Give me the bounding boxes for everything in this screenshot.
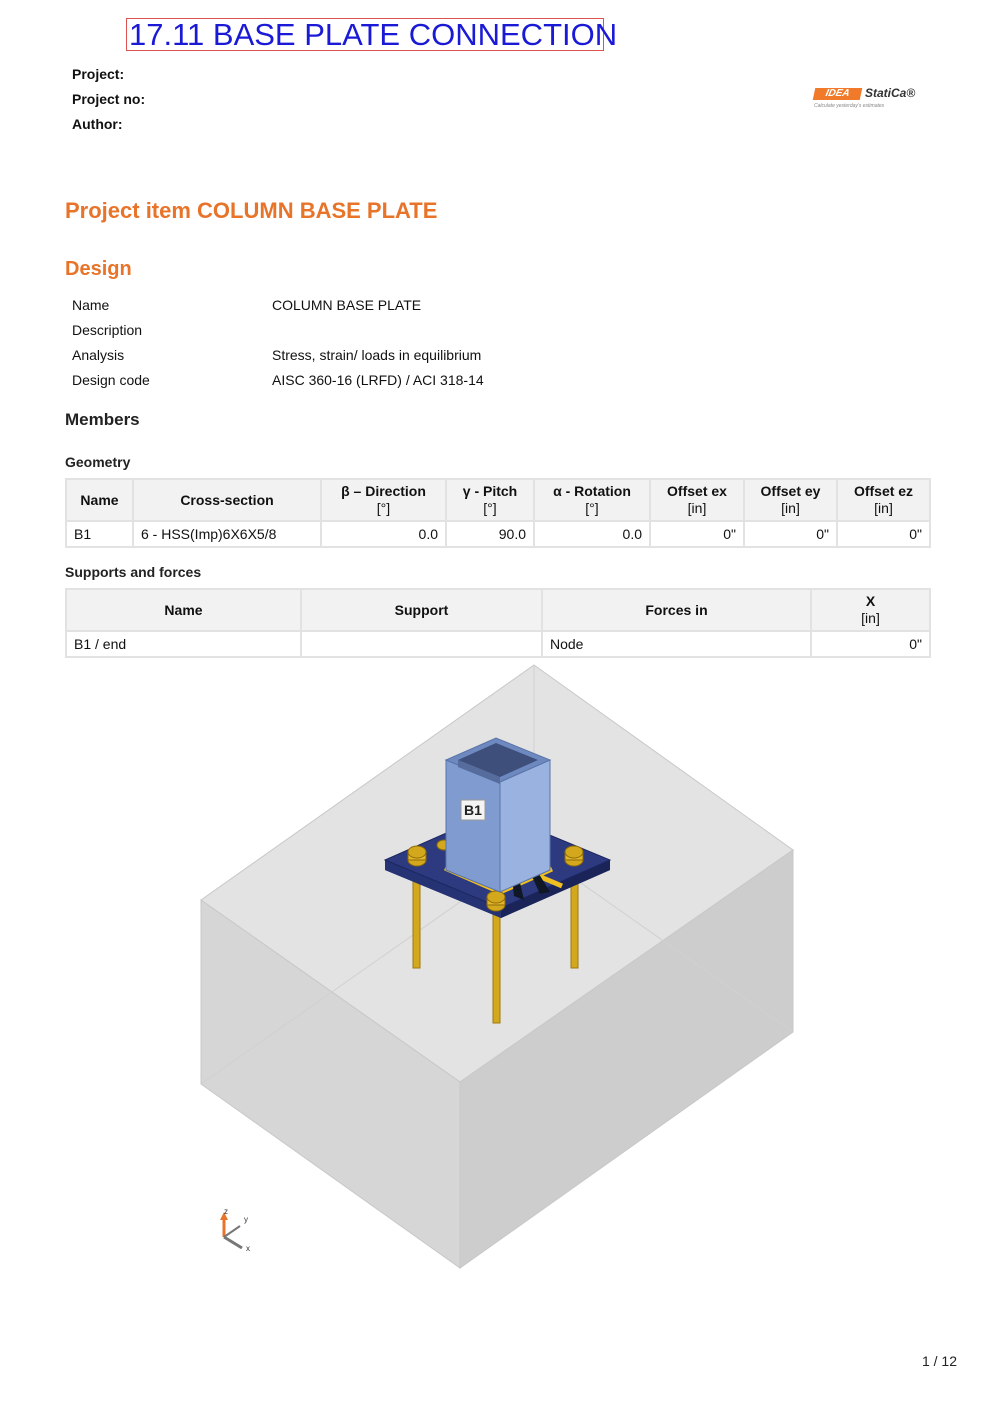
- design-value-name: COLUMN BASE PLATE: [272, 297, 422, 313]
- supports-table: [65, 588, 931, 658]
- project-item-heading: Project item COLUMN BASE PLATE: [65, 198, 438, 223]
- col-header-forces-in: Forces in: [542, 589, 811, 631]
- design-label-code: Design code: [72, 372, 150, 388]
- col-header-offset-ey: Offset ey [in]: [744, 479, 837, 521]
- design-label-analysis: Analysis: [72, 347, 125, 363]
- page-number: 1 / 12: [921, 1353, 957, 1369]
- col-header-direction: β – Direction [°]: [321, 479, 446, 521]
- geometry-table: [65, 478, 931, 548]
- cell-offset-ez: 0": [837, 521, 930, 547]
- cell-pitch: 90.0: [446, 521, 534, 547]
- member-label-b1: [461, 800, 485, 820]
- logo-name: StatiCa®: [865, 86, 916, 100]
- design-heading: Design: [65, 258, 132, 280]
- table-row: [66, 631, 930, 657]
- cell-cross-section: 6 - HSS(Imp)6X6X5/8: [133, 521, 321, 547]
- axis-triad-icon: [220, 1207, 250, 1253]
- member-label-text: B1: [464, 802, 482, 818]
- axis-z-label: z: [224, 1207, 228, 1216]
- cell-x: 0": [811, 631, 930, 657]
- project-label: Project:: [72, 66, 125, 82]
- design-label-name: Name: [72, 297, 110, 313]
- cell-name: B1: [66, 521, 133, 547]
- cell-forces-in: Node: [542, 631, 811, 657]
- base-plate-3d-model: [180, 660, 820, 1280]
- project-no-label: Project no:: [72, 91, 146, 107]
- axis-x-label: x: [246, 1244, 250, 1253]
- cell-offset-ey: 0": [744, 521, 837, 547]
- col-header-offset-ez: Offset ez [in]: [837, 479, 930, 521]
- cell-direction: 0.0: [321, 521, 446, 547]
- supports-header-row: [66, 589, 930, 631]
- geometry-heading: Geometry: [65, 454, 131, 470]
- logo-tagline: Calculate yesterday's estimates: [814, 103, 885, 109]
- document-title: 17.11 BASE PLATE CONNECTION: [126, 18, 604, 51]
- col-header-cross-section: Cross-section: [133, 479, 321, 521]
- col-header-pitch: γ - Pitch [°]: [446, 479, 534, 521]
- idea-statica-logo: [814, 86, 924, 112]
- cell-support-name: B1 / end: [66, 631, 301, 657]
- design-label-description: Description: [72, 322, 143, 338]
- members-heading: Members: [65, 410, 140, 429]
- table-row: [66, 521, 930, 547]
- axis-y-label: y: [244, 1215, 248, 1224]
- col-header-x: X [in]: [811, 589, 930, 631]
- cell-support: [301, 631, 542, 657]
- col-header-offset-ex: Offset ex [in]: [650, 479, 744, 521]
- col-header-support: Support: [301, 589, 542, 631]
- supports-heading: Supports and forces: [65, 564, 202, 580]
- col-header-name: Name: [66, 479, 133, 521]
- cell-offset-ex: 0": [650, 521, 744, 547]
- author-label: Author:: [72, 116, 123, 132]
- logo-mark: IDEA: [813, 88, 863, 100]
- col-header-support-name: Name: [66, 589, 301, 631]
- geometry-header-row: [66, 479, 930, 521]
- cell-rotation: 0.0: [534, 521, 650, 547]
- design-value-code: AISC 360-16 (LRFD) / ACI 318-14: [272, 372, 484, 388]
- col-header-rotation: α - Rotation [°]: [534, 479, 650, 521]
- design-value-analysis: Stress, strain/ loads in equilibrium: [272, 347, 482, 363]
